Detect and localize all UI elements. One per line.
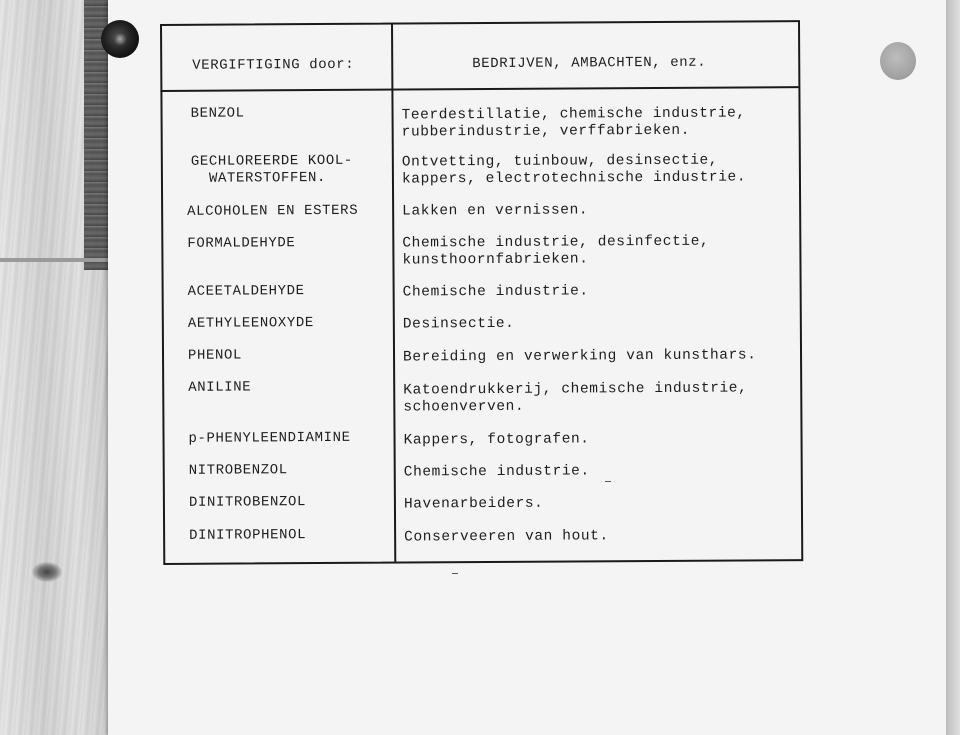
thumbtack-icon (101, 20, 139, 58)
uses-cell: Chemische industrie. (403, 463, 590, 481)
substance-cell: DINITROPHENOL (189, 527, 307, 544)
wood-knot (32, 562, 62, 582)
substance-cell: NITROBENZOL (188, 462, 288, 479)
thumbtack-icon (880, 42, 916, 80)
uses-cell: Bereiding en verwerking van kunsthars. (402, 347, 757, 366)
substance-cell: GECHLOREERDE KOOL- WATERSTOFFEN. (190, 152, 353, 187)
wooden-board-right (946, 0, 960, 735)
substance-cell: PHENOL (187, 347, 243, 364)
header-substance: VERGIFTIGING door: (192, 56, 355, 74)
paper-speck (605, 481, 611, 482)
uses-cell: Lakken en vernissen. (402, 202, 589, 220)
substance-cell: ALCOHOLEN EN ESTERS (187, 202, 359, 220)
uses-cell: Katoendrukkerij, chemische industrie, schoenverven. (403, 380, 748, 416)
uses-cell: Desinsectie. (402, 315, 515, 333)
substance-cell: FORMALDEHYDE (187, 235, 296, 252)
substance-cell: p-PHENYLEENDIAMINE (188, 429, 351, 447)
poisoning-table (160, 20, 803, 565)
substance-cell: AETHYLEENOXYDE (187, 315, 314, 332)
substance-cell: ACEETALDEHYDE (187, 283, 305, 300)
uses-cell: Ontvetting, tuinbouw, desinsectie, kappers, electrotechnische industrie. (401, 152, 747, 188)
uses-cell: Teerdestillatie, chemische industrie, rubberindustrie, verffabrieken. (401, 105, 746, 141)
header-occupations: BEDRIJVEN, AMBACHTEN, enz. (472, 54, 707, 73)
paper-speck (452, 573, 458, 574)
uses-cell: Conserveeren van hout. (404, 528, 609, 546)
uses-cell: Kappers, fotografen. (403, 431, 590, 449)
substance-cell: ANILINE (188, 379, 252, 396)
uses-cell: Havenarbeiders. (403, 495, 544, 513)
board-seam (0, 258, 112, 262)
substance-cell: BENZOL (190, 105, 245, 122)
uses-cell: Chemische industrie, desinfectie, kunsthoornfabrieken. (402, 233, 710, 269)
wooden-board (0, 0, 112, 735)
substance-cell: DINITROBENZOL (188, 494, 307, 511)
uses-cell: Chemische industrie. (402, 283, 589, 301)
